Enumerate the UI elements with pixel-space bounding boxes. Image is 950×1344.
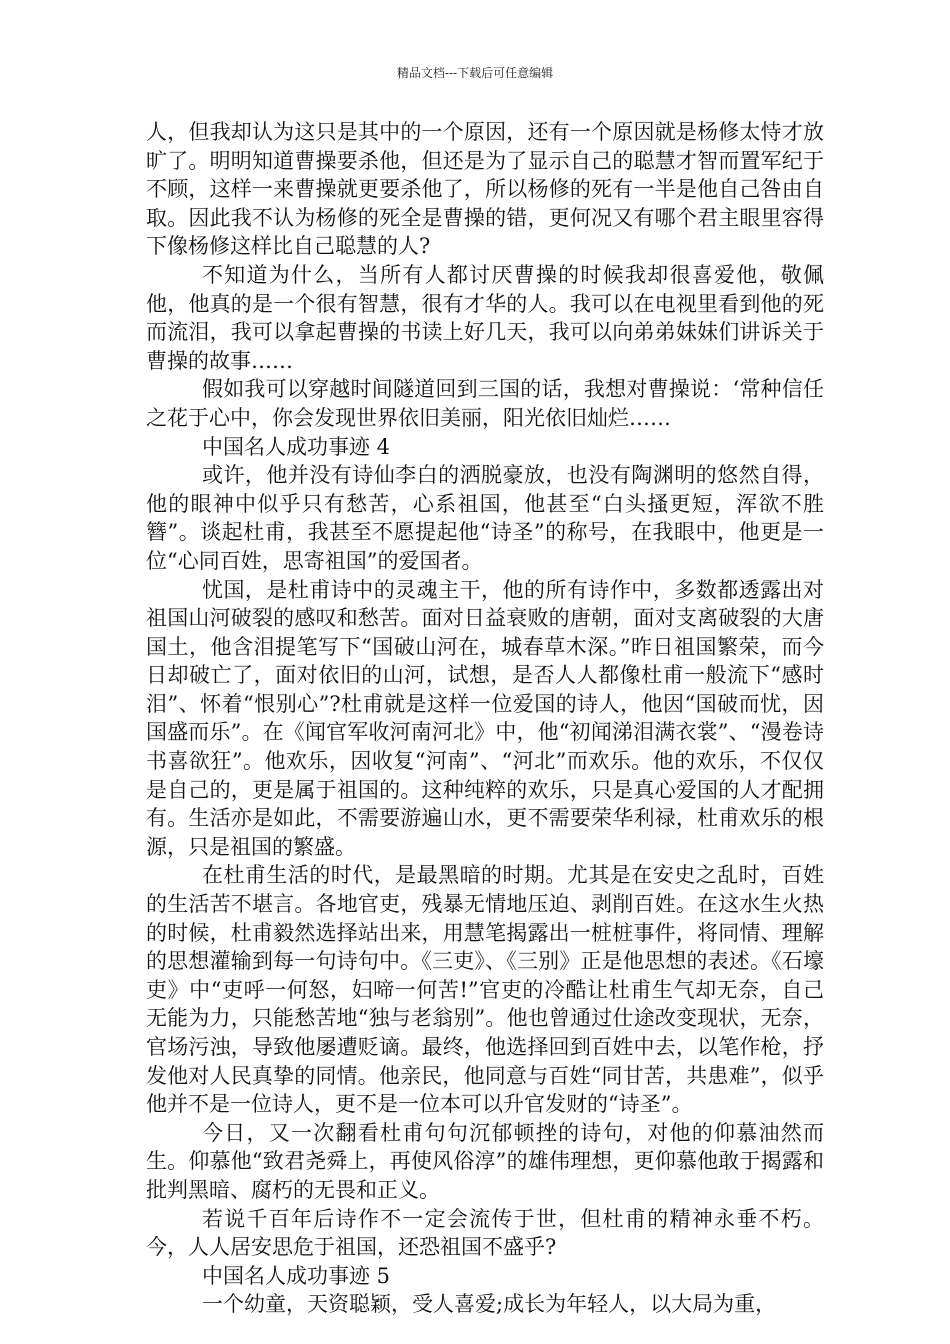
paragraph: 假如我可以穿越时间隧道回到三国的话，我想对曹操说：‘常种信任之花于心中，你会发现世界依旧美丽，阳光依旧灿烂…… [146, 377, 824, 430]
paragraph: 人，但我却认为这只是其中的一个原因，还有一个原因就是杨修太恃才放旷了。明明知道曹操要杀他，但还是为了显示自己的聪慧才智而置军纪于不顾，这样一来曹操就更要杀他了，所以杨修的死有一半是他自己咎由自取。因此我不认为杨修的死全是曹操的错，更何况又有哪个君主眼里容得下像杨修这样比自己聪慧的人? [146, 120, 824, 259]
document-body [146, 118, 824, 1319]
paragraph: 不知道为什么，当所有人都讨厌曹操的时候我却很喜爱他，敬佩他，他真的是一个很有智慧，很有才华的人。我可以在电视里看到他的死而流泪，我可以拿起曹操的书读上好几天，我可以向弟弟妹妹们讲诉关于曹操的故事…… [146, 262, 824, 373]
page-header: 精品文档---下载后可任意编辑 [396, 66, 554, 80]
paragraph: 今日，又一次翻看杜甫句句沉郁顿挫的诗句，对他的仰慕油然而生。仰慕他“致君尧舜上，再使风俗淳”的雄伟理想，更仰慕他敢于揭露和批判黑暗、腐朽的无畏和正义。 [146, 1120, 824, 1202]
paragraph: 一个幼童，天资聪颖，受人喜爱;成长为年轻人，以大局为重， [202, 1292, 777, 1317]
paragraph: 在杜甫生活的时代，是最黑暗的时期。尤其是在安史之乱时，百姓的生活苦不堪言。各地官吏，残暴无情地压迫、剥削百姓。在这水生火热的时候，杜甫毅然选择站出来，用慧笔揭露出一桩桩事件，将同情、理解的思想灌输到每一句诗句中。《三吏》、《三别》正是他思想的表述。《石壕吏》中“吏呼一何怒，妇啼一何苦!”官吏的冷酷让杜甫生气却无奈，自己无能为力，只能愁苦地“独与老翁别”。他也曾通过仕途改变现状，无奈，官场污浊，导致他屡遭贬谪。最终，他选择回到百姓中去，以笔作枪，抒发他对人民真挚的同情。他亲民，他同意与百姓“同甘苦，共患难”，似乎他并不是一位诗人，更不是一位本可以升官发财的“诗圣”。 [146, 863, 824, 1117]
paragraph: 忧国，是杜甫诗中的灵魂主干，他的所有诗作中，多数都透露出对祖国山河破裂的感叹和愁苦。面对日益衰败的唐朝，面对支离破裂的大唐国土，他含泪提笔写下“国破山河在，城春草木深。”昨日祖国繁荣，而今日却破亡了，面对依旧的山河，试想，是否人人都像杜甫一般流下“感时泪”、怀着“恨别心”?杜甫就是这样一位爱国的诗人，他因“国破而忧，因国盛而乐”。在《闻官军收河南河北》中，他“初闻涕泪满衣裳”、“漫卷诗书喜欲狂”。他欢乐，因收复“河南”、“河北”而欢乐。他的欢乐，不仅仅是自己的，更是属于祖国的。这种纯粹的欢乐，只是真心爱国的人才配拥有。生活亦是如此，不需要游遍山水，更不需要荣华利禄，杜甫欢乐的根源，只是祖国的繁盛。 [146, 577, 824, 859]
paragraph: 或许，他并没有诗仙李白的洒脱豪放，也没有陶渊明的悠然自得，他的眼神中似乎只有愁苦，心系祖国，他甚至“白头搔更短，浑欲不胜簪”。谈起杜甫，我甚至不愿提起他“诗圣”的称号，在我眼中，他更是一位“心同百姓，思寄祖国”的爱国者。 [146, 463, 824, 573]
section-heading: 中国名人成功事迹 5 [202, 1263, 391, 1288]
paragraph: 若说千百年后诗作不一定会流传于世，但杜甫的精神永垂不朽。今，人人居安思危于祖国，还恐祖国不盛乎? [146, 1206, 824, 1260]
section-heading: 中国名人成功事迹 4 [202, 434, 391, 459]
